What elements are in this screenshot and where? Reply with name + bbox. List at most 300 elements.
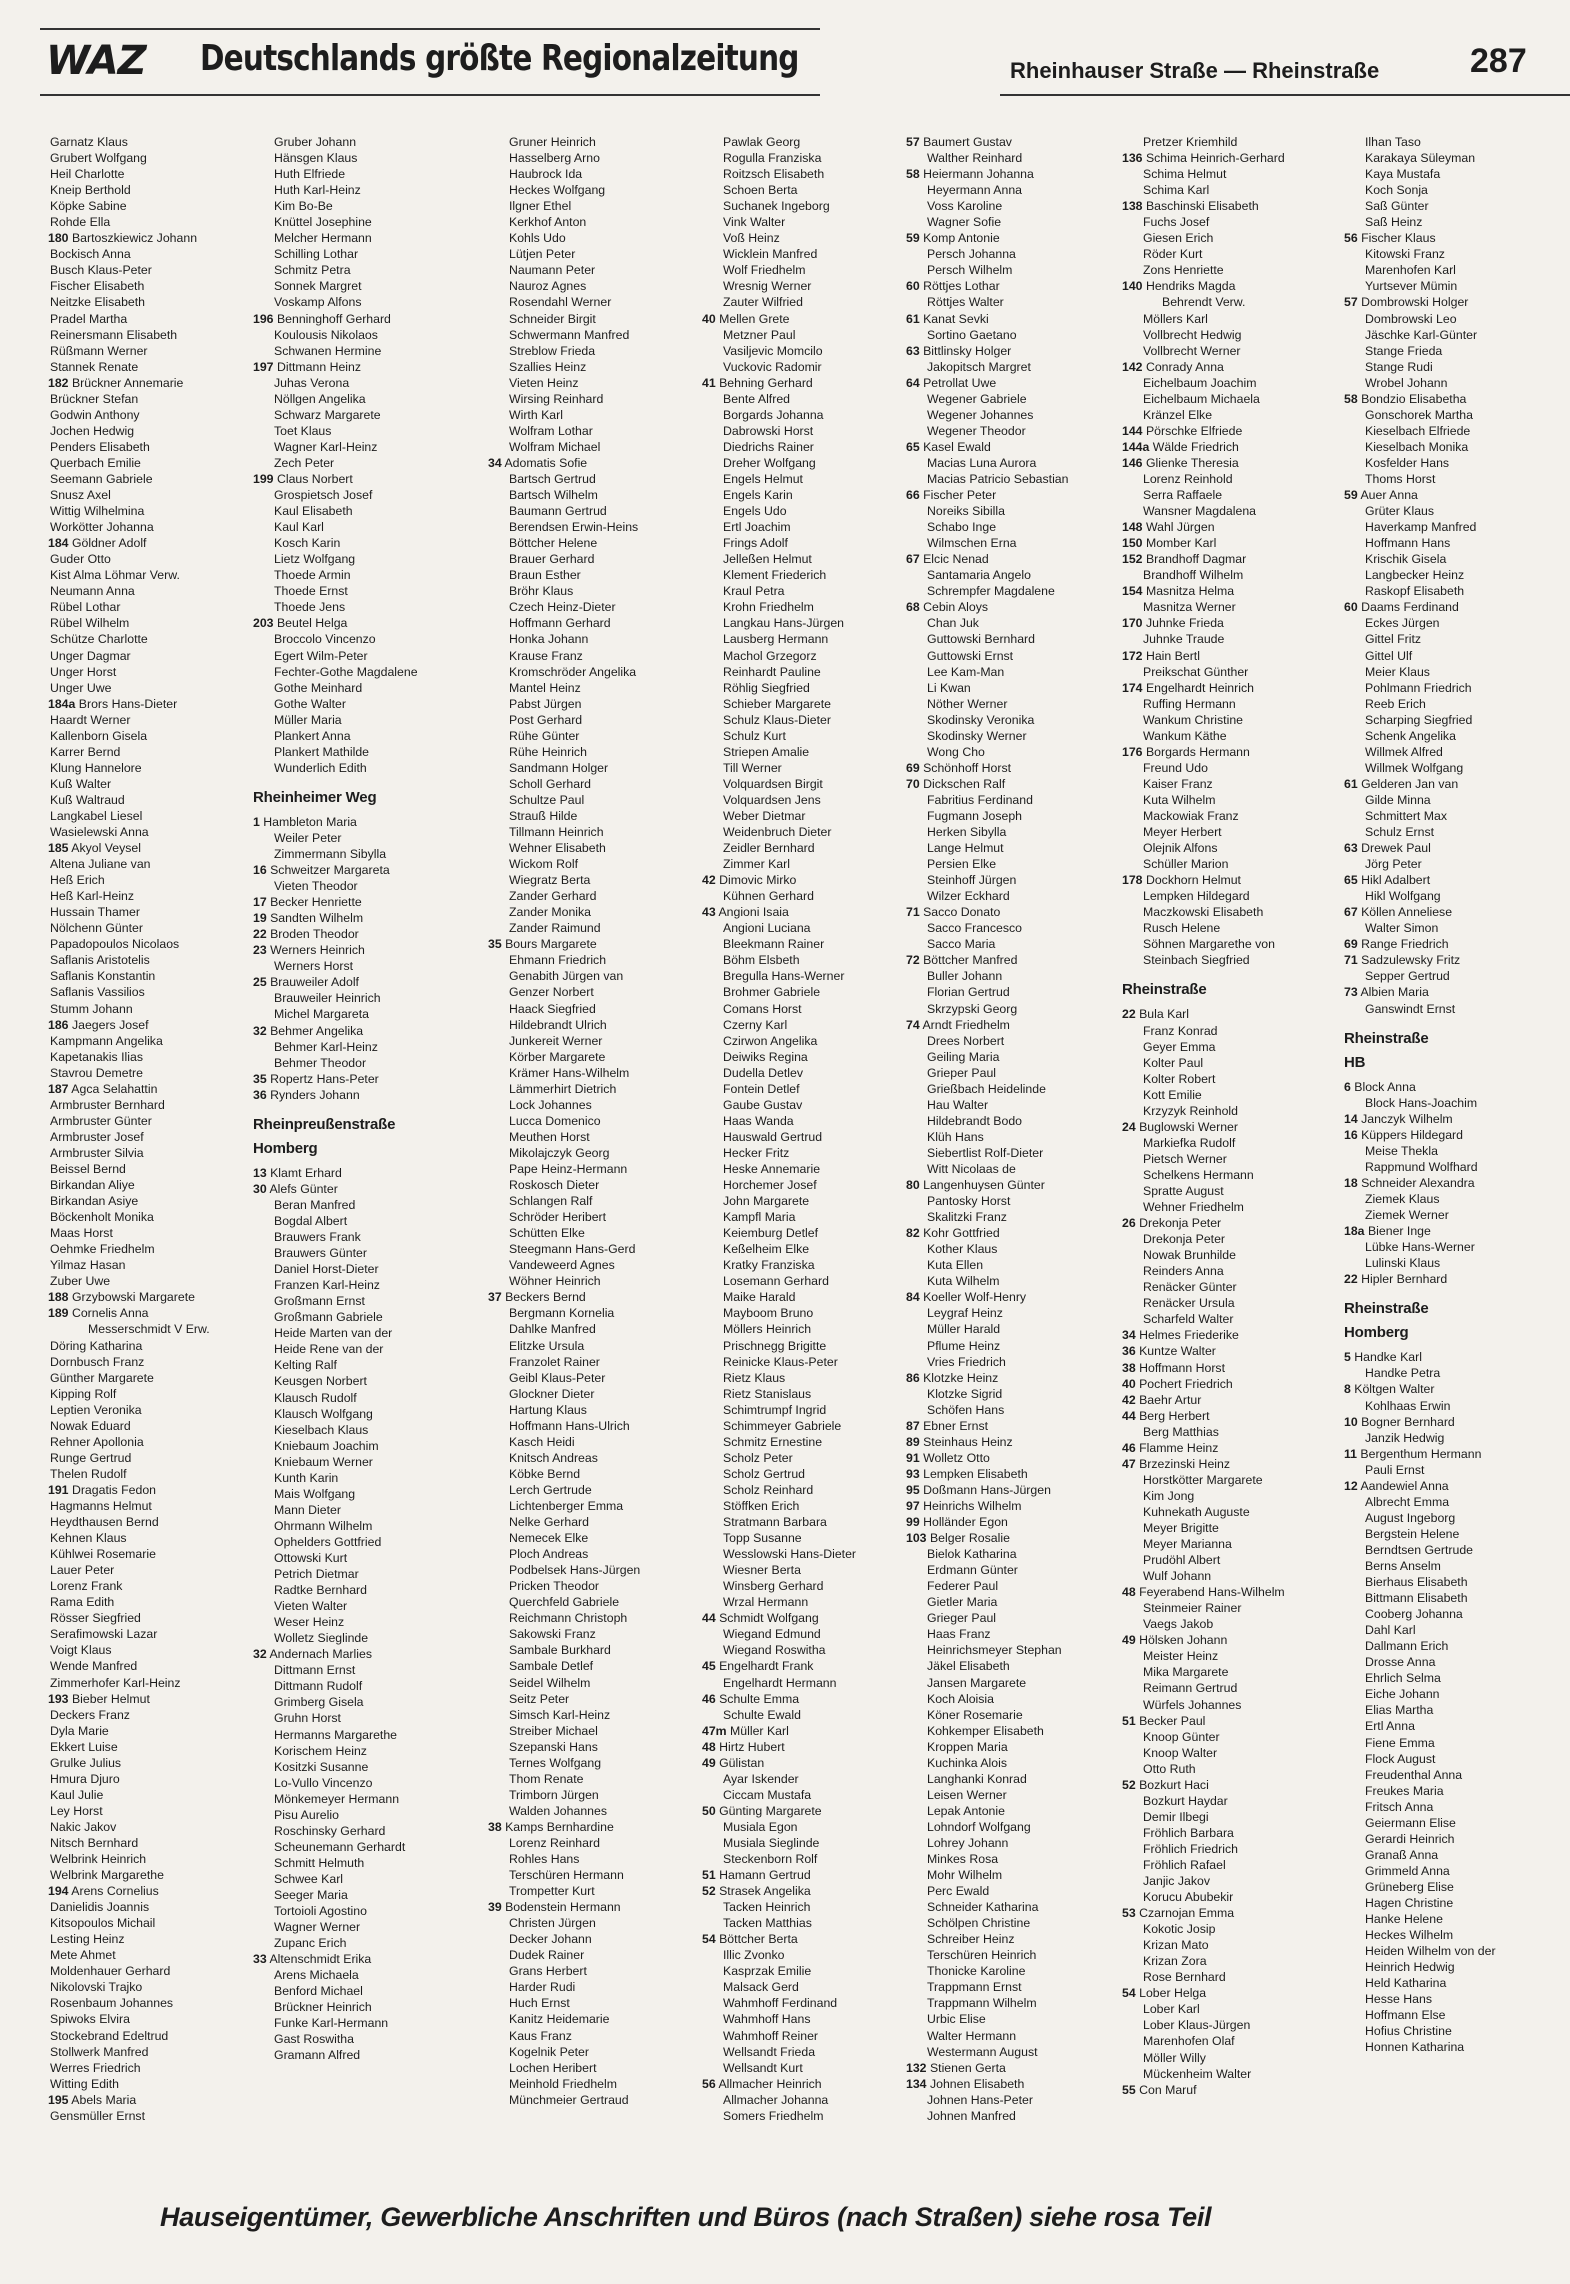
- district-heading: Homberg: [253, 1139, 318, 1157]
- resident-name: Witt Nicolaas de: [927, 1162, 1016, 1176]
- directory-entry: [253, 846, 485, 862]
- directory-entry: [48, 648, 246, 664]
- directory-entry: [1344, 888, 1544, 904]
- house-number: 60: [1344, 600, 1358, 615]
- house-number: 184: [48, 536, 69, 551]
- resident-name: Schulz Kurt: [723, 728, 786, 743]
- directory-entry: [48, 824, 246, 840]
- resident-name: Wiesner Berta: [723, 1563, 801, 1578]
- resident-name: Vasiljevic Momcilo: [723, 343, 823, 358]
- resident-name: Penders Elisabeth: [50, 439, 150, 454]
- directory-entry: [48, 134, 246, 150]
- directory-entry: [906, 487, 1128, 503]
- directory-entry: [1122, 1167, 1350, 1183]
- resident-name: Bogdal Albert: [274, 1214, 348, 1228]
- resident-name: Werners Heinrich: [270, 943, 365, 958]
- house-number: 87: [906, 1418, 920, 1433]
- resident-name: Hartung Klaus: [509, 1402, 587, 1417]
- directory-entry: [1344, 471, 1544, 487]
- resident-name: Möller Willy: [1143, 2050, 1206, 2065]
- resident-name: Stratmann Barbara: [723, 1515, 827, 1530]
- resident-name: Freudenthal Anna: [1365, 1767, 1463, 1782]
- directory-entry: [702, 1466, 898, 1482]
- resident-name: Saß Heinz: [1365, 215, 1423, 230]
- directory-entry: [1122, 311, 1350, 327]
- resident-name: Bodenstein Hermann: [505, 1900, 621, 1915]
- resident-name: Schelkens Hermann: [1143, 1167, 1254, 1182]
- resident-name: Kanat Sevki: [923, 311, 989, 326]
- resident-name: Persch Johanna: [927, 247, 1016, 262]
- directory-entry: [1344, 1510, 1544, 1526]
- directory-entry: [1122, 1921, 1350, 1937]
- directory-entry: [702, 1289, 898, 1305]
- resident-name: Stumm Johann: [50, 1001, 133, 1016]
- directory-entry: [48, 198, 246, 214]
- resident-name: Langkabel Liesel: [50, 808, 143, 823]
- resident-name: Petrollat Uwe: [923, 375, 997, 390]
- resident-name: Korucu Abubekir: [1143, 1890, 1234, 1905]
- directory-entry: [906, 728, 1128, 744]
- directory-entry: [906, 327, 1128, 343]
- directory-entry: [906, 680, 1128, 696]
- directory-entry: [1122, 1520, 1350, 1536]
- resident-name: Brückner Heinrich: [274, 2000, 372, 2015]
- resident-name: Maike Harald: [723, 1290, 796, 1305]
- resident-name: Sacco Francesco: [927, 921, 1023, 936]
- directory-entry: [48, 1642, 246, 1658]
- resident-name: Markiefka Rudolf: [1143, 1135, 1236, 1150]
- resident-name: Wahmhoff Ferdinand: [723, 1996, 838, 2011]
- resident-name: Leygraf Heinz: [927, 1306, 1003, 1321]
- directory-entry: [702, 1995, 898, 2011]
- directory-entry: [253, 294, 485, 310]
- resident-name: Fugmann Joseph: [927, 808, 1023, 823]
- resident-name: Kühlwei Rosemarie: [50, 1547, 156, 1562]
- resident-name: Kitsopoulos Michail: [50, 1916, 156, 1931]
- resident-name: Ropertz Hans-Peter: [270, 1071, 379, 1086]
- directory-entry: [48, 375, 246, 391]
- directory-entry: [1122, 696, 1350, 712]
- house-number: 39: [488, 1900, 502, 1915]
- directory-entry: [1122, 1600, 1350, 1616]
- directory-entry: [253, 990, 485, 1006]
- directory-entry: [702, 1321, 898, 1337]
- resident-name: Doßmann Hans-Jürgen: [923, 1482, 1051, 1497]
- directory-entry: [1344, 1751, 1544, 1767]
- directory-entry: [48, 1594, 246, 1610]
- directory-entry: [702, 2011, 898, 2027]
- directory-entry: [906, 583, 1128, 599]
- resident-name: Göldner Adolf: [71, 536, 147, 551]
- directory-entry: [253, 648, 485, 664]
- directory-entry: [702, 1418, 898, 1434]
- directory-entry: [253, 198, 485, 214]
- directory-entry: [906, 1241, 1128, 1257]
- resident-name: Röder Kurt: [1143, 247, 1203, 262]
- resident-name: Rüßmann Werner: [50, 343, 148, 358]
- directory-entry: [48, 1386, 246, 1402]
- resident-name: Wilmschen Erna: [927, 536, 1017, 551]
- resident-name: Podbelsek Hans-Jürgen: [509, 1563, 641, 1578]
- header-rule-top: [40, 28, 820, 30]
- resident-name: Scholl Gerhard: [509, 776, 592, 791]
- resident-name: Buller Johann: [927, 969, 1003, 984]
- resident-name: Scholz Reinhard: [723, 1482, 814, 1497]
- directory-entry: [1122, 1376, 1350, 1392]
- resident-name: Wellsandt Frieda: [723, 2044, 816, 2059]
- resident-name: Schima Helmut: [1143, 167, 1227, 182]
- resident-name: Kehnen Klaus: [50, 1531, 127, 1546]
- directory-entry: [906, 1338, 1128, 1354]
- resident-name: Ternes Wolfgang: [509, 1755, 602, 1770]
- directory-entry: [906, 968, 1128, 984]
- resident-name: Demir Ilbegi: [1143, 1809, 1209, 1824]
- directory-entry: [702, 1386, 898, 1402]
- directory-entry: [253, 1181, 485, 1197]
- resident-name: Sacco Maria: [927, 937, 996, 952]
- directory-entry: [906, 2108, 1128, 2124]
- directory-entry: [906, 503, 1128, 519]
- directory-entry: [48, 2028, 246, 2044]
- resident-name: Koeller Wolf-Henry: [923, 1290, 1027, 1305]
- directory-entry: [253, 1775, 485, 1791]
- directory-entry: [1122, 1873, 1350, 1889]
- directory-entry: [906, 631, 1128, 647]
- directory-entry: [702, 1594, 898, 1610]
- resident-name: Hagmanns Helmut: [50, 1498, 152, 1513]
- resident-name: Hagen Christine: [1365, 1895, 1454, 1910]
- directory-entry: [253, 664, 485, 680]
- resident-name: Weber Dietmar: [723, 808, 806, 823]
- street-heading: Rheinheimer Weg: [253, 788, 377, 806]
- directory-entry: [1122, 1488, 1350, 1504]
- directory-entry: [906, 1065, 1128, 1081]
- resident-name: Borgards Johanna: [723, 407, 824, 422]
- resident-name: Rehner Apollonia: [50, 1434, 144, 1449]
- resident-name: Eichelbaum Michaela: [1143, 391, 1260, 406]
- directory-entry: [1344, 1767, 1544, 1783]
- resident-name: Persch Wilhelm: [927, 263, 1013, 278]
- house-number: 18: [1344, 1175, 1358, 1190]
- directory-entry: [702, 1001, 898, 1017]
- resident-name: Pauli Ernst: [1365, 1462, 1425, 1477]
- directory-entry: [702, 1482, 898, 1498]
- resident-name: Lulinski Klaus: [1365, 1256, 1441, 1271]
- resident-name: Altena Juliane van: [50, 857, 151, 872]
- resident-name: Schenk Angelika: [1365, 728, 1456, 743]
- resident-name: Rose Bernhard: [1143, 1970, 1226, 1985]
- resident-name: Westermann August: [927, 2044, 1038, 2059]
- directory-entry: [1344, 631, 1544, 647]
- directory-entry: [1344, 1943, 1544, 1959]
- directory-entry: [1122, 1327, 1350, 1343]
- directory-entry: [1122, 1247, 1350, 1263]
- directory-entry: [702, 1370, 898, 1386]
- page-number: 287: [1470, 42, 1527, 80]
- resident-name: Klamt Erhard: [270, 1165, 342, 1180]
- resident-name: Wegener Johannes: [927, 407, 1034, 422]
- directory-entry: [1122, 1087, 1350, 1103]
- directory-entry: [253, 503, 485, 519]
- house-number: 22: [1344, 1272, 1358, 1287]
- directory-entry: [48, 1803, 246, 1819]
- resident-name: Beckers Bernd: [505, 1290, 586, 1305]
- resident-name: Kuß Walter: [50, 776, 112, 791]
- directory-entry: [253, 423, 485, 439]
- resident-name: Kratky Franziska: [723, 1258, 815, 1273]
- directory-entry: [253, 894, 485, 910]
- directory-entry: [253, 1919, 485, 1935]
- resident-name: Wöhner Heinrich: [509, 1274, 601, 1289]
- directory-entry: [906, 872, 1128, 888]
- resident-name: Schmittert Max: [1365, 808, 1447, 823]
- resident-name: Simsch Karl-Heinz: [509, 1707, 611, 1722]
- resident-name: Lorenz Frank: [50, 1579, 123, 1594]
- directory-entry: [1344, 824, 1544, 840]
- resident-name: Geiling Maria: [927, 1049, 1000, 1064]
- resident-name: Baehr Artur: [1139, 1392, 1202, 1407]
- resident-name: Lange Helmut: [927, 841, 1004, 856]
- directory-entry: [702, 840, 898, 856]
- resident-name: Hoffmann Else: [1365, 2008, 1446, 2023]
- resident-name: Deckers Franz: [50, 1707, 130, 1722]
- directory-entry: [1122, 343, 1350, 359]
- resident-name: Range Friedrich: [1361, 937, 1449, 952]
- directory-entry: [906, 952, 1128, 968]
- resident-name: Voskamp Alfons: [274, 295, 362, 310]
- directory-entry: [48, 1498, 246, 1514]
- directory-entry: [1122, 1408, 1350, 1424]
- house-number: 65: [906, 439, 920, 454]
- directory-entry: [906, 744, 1128, 760]
- resident-name: Bondzio Elisabetha: [1361, 391, 1467, 406]
- directory-entry: [906, 375, 1128, 391]
- directory-entry: [1344, 1127, 1544, 1143]
- directory-entry: [1344, 1574, 1544, 1590]
- resident-name: Schulte Emma: [719, 1691, 800, 1706]
- resident-name: Dickschen Ralf: [923, 776, 1006, 791]
- directory-entry: [253, 1357, 485, 1373]
- directory-entry: [702, 728, 898, 744]
- house-number: 61: [1344, 776, 1358, 791]
- directory-entry: [702, 1530, 898, 1546]
- resident-name: Pisu Aurelio: [274, 1807, 339, 1822]
- house-number: 140: [1122, 279, 1143, 294]
- directory-entry: [253, 246, 485, 262]
- resident-name: Heydthausen Bernd: [50, 1515, 159, 1530]
- directory-entry: [906, 1466, 1128, 1482]
- directory-entry: [1344, 984, 1544, 1000]
- resident-name: Müller Harald: [927, 1322, 1001, 1337]
- resident-name: Vieten Theodor: [274, 879, 358, 894]
- directory-entry: [1122, 2017, 1350, 2033]
- resident-name: Klotzke Heinz: [923, 1370, 999, 1385]
- directory-entry: [1344, 1638, 1544, 1654]
- directory-columns: [48, 134, 1548, 2164]
- directory-entry: [48, 760, 246, 776]
- resident-name: Hambleton Maria: [263, 814, 357, 829]
- directory-entry: [1344, 535, 1544, 551]
- resident-name: Decker Johann: [509, 1932, 592, 1947]
- directory-entry: [702, 1113, 898, 1129]
- directory-entry: [906, 696, 1128, 712]
- directory-entry: [1344, 455, 1544, 471]
- resident-name: Adomatis Sofie: [504, 455, 588, 470]
- resident-name: Dragatis Fedon: [71, 1482, 157, 1497]
- directory-entry: [253, 1823, 485, 1839]
- directory-entry: [1344, 1365, 1544, 1381]
- directory-entry: [48, 712, 246, 728]
- resident-name: Großmann Ernst: [274, 1294, 365, 1309]
- resident-name: Skrzypski Georg: [927, 1001, 1018, 1016]
- resident-name: Langkau Hans-Jürgen: [723, 616, 844, 631]
- directory-entry: [906, 311, 1128, 327]
- resident-name: Scheunemann Gerhardt: [274, 1839, 406, 1854]
- resident-name: Lohrey Johann: [927, 1835, 1009, 1850]
- directory-entry: [906, 1354, 1128, 1370]
- directory-entry: [1344, 744, 1544, 760]
- resident-name: Fontein Detlef: [723, 1081, 800, 1096]
- resident-name: Streblow Frieda: [509, 343, 596, 358]
- resident-name: Willmek Wolfgang: [1365, 760, 1464, 775]
- resident-name: Kaiser Franz: [1143, 776, 1213, 791]
- house-number: 136: [1122, 151, 1143, 166]
- resident-name: Arens Michaela: [274, 1968, 359, 1983]
- directory-entry: [1122, 824, 1350, 840]
- directory-entry: [48, 311, 246, 327]
- resident-name: Schönhoff Horst: [923, 760, 1012, 775]
- resident-name: Wälde Friedrich: [1152, 439, 1239, 454]
- resident-name: Berg Matthias: [1143, 1424, 1219, 1439]
- house-number: 60: [906, 279, 920, 294]
- resident-name: Becker Henriette: [270, 895, 362, 910]
- directory-entry: [48, 166, 246, 182]
- resident-name: Auer Anna: [1360, 488, 1418, 503]
- directory-entry: [906, 936, 1128, 952]
- directory-entry: [906, 1658, 1128, 1674]
- resident-name: Hoffmann Hans: [1365, 536, 1451, 551]
- directory-entry: [253, 1518, 485, 1534]
- resident-name: Stöffken Erich: [723, 1498, 800, 1513]
- directory-entry: [702, 1097, 898, 1113]
- directory-entry: [1344, 487, 1544, 503]
- resident-name: Klausch Wolfgang: [274, 1406, 373, 1421]
- resident-name: Steinbach Siegfried: [1143, 953, 1250, 968]
- directory-entry: [48, 214, 246, 230]
- directory-entry: [253, 814, 485, 830]
- resident-name: Armbruster Bernhard: [50, 1097, 165, 1112]
- resident-name: Noreiks Sibilla: [927, 504, 1005, 519]
- directory-entry: [906, 1370, 1128, 1386]
- directory-entry: [906, 1001, 1128, 1017]
- directory-entry: [1344, 1670, 1544, 1686]
- resident-name: Wong Cho: [927, 744, 985, 759]
- resident-name: Mann Dieter: [274, 1502, 341, 1517]
- house-number: 184a: [48, 696, 76, 711]
- resident-name: Köpke Sabine: [50, 199, 127, 214]
- resident-name: Hölsken Johann: [1139, 1633, 1228, 1648]
- directory-entry: [48, 1017, 246, 1033]
- resident-name: Franzolet Rainer: [509, 1354, 600, 1369]
- resident-name: Andernach Marlies: [269, 1647, 372, 1662]
- directory-entry: [702, 1338, 898, 1354]
- directory-entry: [1344, 1702, 1544, 1718]
- house-number: 71: [1344, 953, 1358, 968]
- resident-name: Strauß Hilde: [509, 808, 578, 823]
- resident-name: Reinersmann Elisabeth: [50, 327, 178, 342]
- directory-entry: [1122, 503, 1350, 519]
- directory-entry: [48, 1113, 246, 1129]
- house-number: 178: [1122, 873, 1143, 888]
- house-number: 49: [702, 1755, 716, 1770]
- directory-entry: [48, 792, 246, 808]
- resident-name: Kokotic Josip: [1143, 1922, 1216, 1937]
- resident-name: Saflanis Vassilios: [50, 985, 145, 1000]
- resident-name: Lempken Elisabeth: [923, 1466, 1028, 1481]
- directory-entry: [1122, 1135, 1350, 1151]
- directory-entry: [1344, 664, 1544, 680]
- directory-entry: [702, 1578, 898, 1594]
- directory-entry: [906, 1273, 1128, 1289]
- directory-entry: [253, 1390, 485, 1406]
- directory-entry: [1122, 1664, 1350, 1680]
- directory-entry: [702, 1691, 898, 1707]
- resident-name: Elias Martha: [1365, 1703, 1434, 1718]
- resident-name: Dornbusch Franz: [50, 1354, 145, 1369]
- house-number: 63: [1344, 841, 1358, 856]
- directory-entry: [253, 1470, 485, 1486]
- directory-entry: [702, 359, 898, 375]
- resident-name: Feyerabend Hans-Wilhelm: [1139, 1585, 1285, 1600]
- resident-name: Gietler Maria: [927, 1595, 998, 1610]
- resident-name: Kasch Heidi: [509, 1434, 575, 1449]
- resident-name: Söhnen Margarethe von: [1143, 937, 1275, 952]
- directory-entry: [253, 134, 485, 150]
- directory-entry: [906, 1578, 1128, 1594]
- directory-entry: [48, 952, 246, 968]
- directory-entry: [48, 1257, 246, 1273]
- resident-name: Sakowski Franz: [509, 1627, 596, 1642]
- resident-name: Kühnen Gerhard: [723, 889, 814, 904]
- directory-entry: [906, 1225, 1128, 1241]
- directory-entry: [48, 1979, 246, 1995]
- resident-name: Drewek Paul: [1361, 841, 1431, 856]
- resident-name: Handke Petra: [1365, 1366, 1441, 1381]
- resident-name: Lorenz Reinhard: [509, 1835, 600, 1850]
- directory-entry: [48, 262, 246, 278]
- directory-entry: [48, 872, 246, 888]
- resident-name: Mohr Wilhelm: [927, 1868, 1003, 1883]
- directory-entry: [702, 1851, 898, 1867]
- directory-entry: [1344, 936, 1544, 952]
- directory-entry: [702, 1867, 898, 1883]
- directory-entry: [1344, 904, 1544, 920]
- resident-name: Tortoioli Agostino: [274, 1904, 367, 1919]
- directory-entry: [1344, 583, 1544, 599]
- directory-entry: [1122, 1584, 1350, 1600]
- resident-name: Voigt Klaus: [50, 1643, 112, 1658]
- house-number: 84: [906, 1290, 920, 1305]
- resident-name: Flock August: [1365, 1751, 1436, 1766]
- resident-name: Vieten Heinz: [509, 375, 579, 390]
- directory-entry: [253, 214, 485, 230]
- directory-entry: [702, 1835, 898, 1851]
- resident-name: Pape Heinz-Hermann: [509, 1162, 628, 1176]
- resident-name: Unger Uwe: [50, 680, 112, 695]
- directory-entry: [48, 439, 246, 455]
- resident-name: Heinrich Hedwig: [1365, 1960, 1455, 1975]
- resident-name: Hikl Wolfgang: [1365, 889, 1441, 904]
